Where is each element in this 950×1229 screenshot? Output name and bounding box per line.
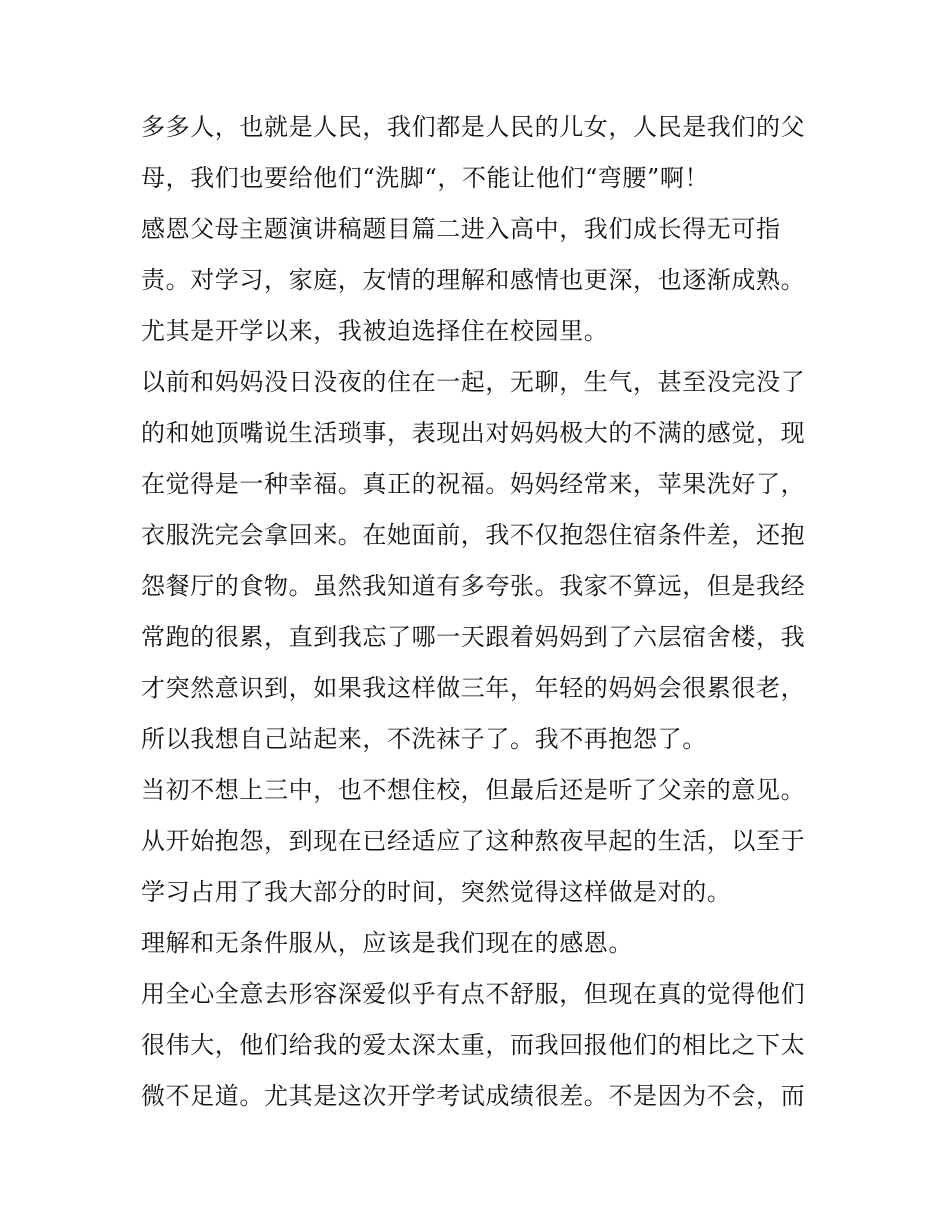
text-line: 怨餐厅的食物。虽然我知道有多夸张。我家不算远，但是我经 (141, 572, 806, 600)
text-line: 以前和妈妈没日没夜的住在一起，无聊，生气，甚至没完没了 (141, 368, 806, 396)
text-line: 尤其是开学以来，我被迫选择住在校园里。 (141, 317, 609, 345)
document-body (141, 102, 821, 1122)
text-line: 才突然意识到，如果我这样做三年，年轻的妈妈会很累很老， (141, 674, 806, 702)
text-line: 理解和无条件服从，应该是我们现在的感恩。 (141, 929, 633, 957)
text-line: 微不足道。尤其是这次开学考试成绩很差。不是因为不会，而 (141, 1082, 806, 1110)
text-line: 常跑的很累，直到我忘了哪一天跟着妈妈到了六层宿舍楼，我 (141, 623, 806, 651)
text-line: 所以我想自己站起来，不洗袜子了。我不再抱怨了。 (141, 725, 707, 753)
text-line: 学习占用了我大部分的时间，突然觉得这样做是对的。 (141, 878, 732, 906)
text-line: 用全心全意去形容深爱似乎有点不舒服，但现在真的觉得他们 (141, 980, 806, 1008)
text-line: 当初不想上三中，也不想住校，但最后还是听了父亲的意见。 (141, 776, 806, 804)
text-line: 感恩父母主题演讲稿题目篇二进入高中，我们成长得无可指 (141, 215, 781, 243)
text-line: 多多人，也就是人民，我们都是人民的儿女，人民是我们的父 (141, 113, 806, 141)
text-line: 的和她顶嘴说生活琐事，表现出对妈妈极大的不满的感觉，现 (141, 419, 806, 447)
text-line: 责。对学习，家庭，友情的理解和感情也更深，也逐渐成熟。 (141, 266, 806, 294)
text-line: 很伟大，他们给我的爱太深太重，而我回报他们的相比之下太 (141, 1031, 806, 1059)
text-line: 从开始抱怨，到现在已经适应了这种熬夜早起的生活，以至于 (141, 827, 806, 855)
text-line: 衣服洗完会拿回来。在她面前，我不仅抱怨住宿条件差，还抱 (141, 521, 806, 549)
text-line: 在觉得是一种幸福。真正的祝福。妈妈经常来，苹果洗好了， (141, 470, 806, 498)
text-line: 母，我们也要给他们“洗脚“，不能让他们“弯腰”啊！ (141, 164, 710, 192)
